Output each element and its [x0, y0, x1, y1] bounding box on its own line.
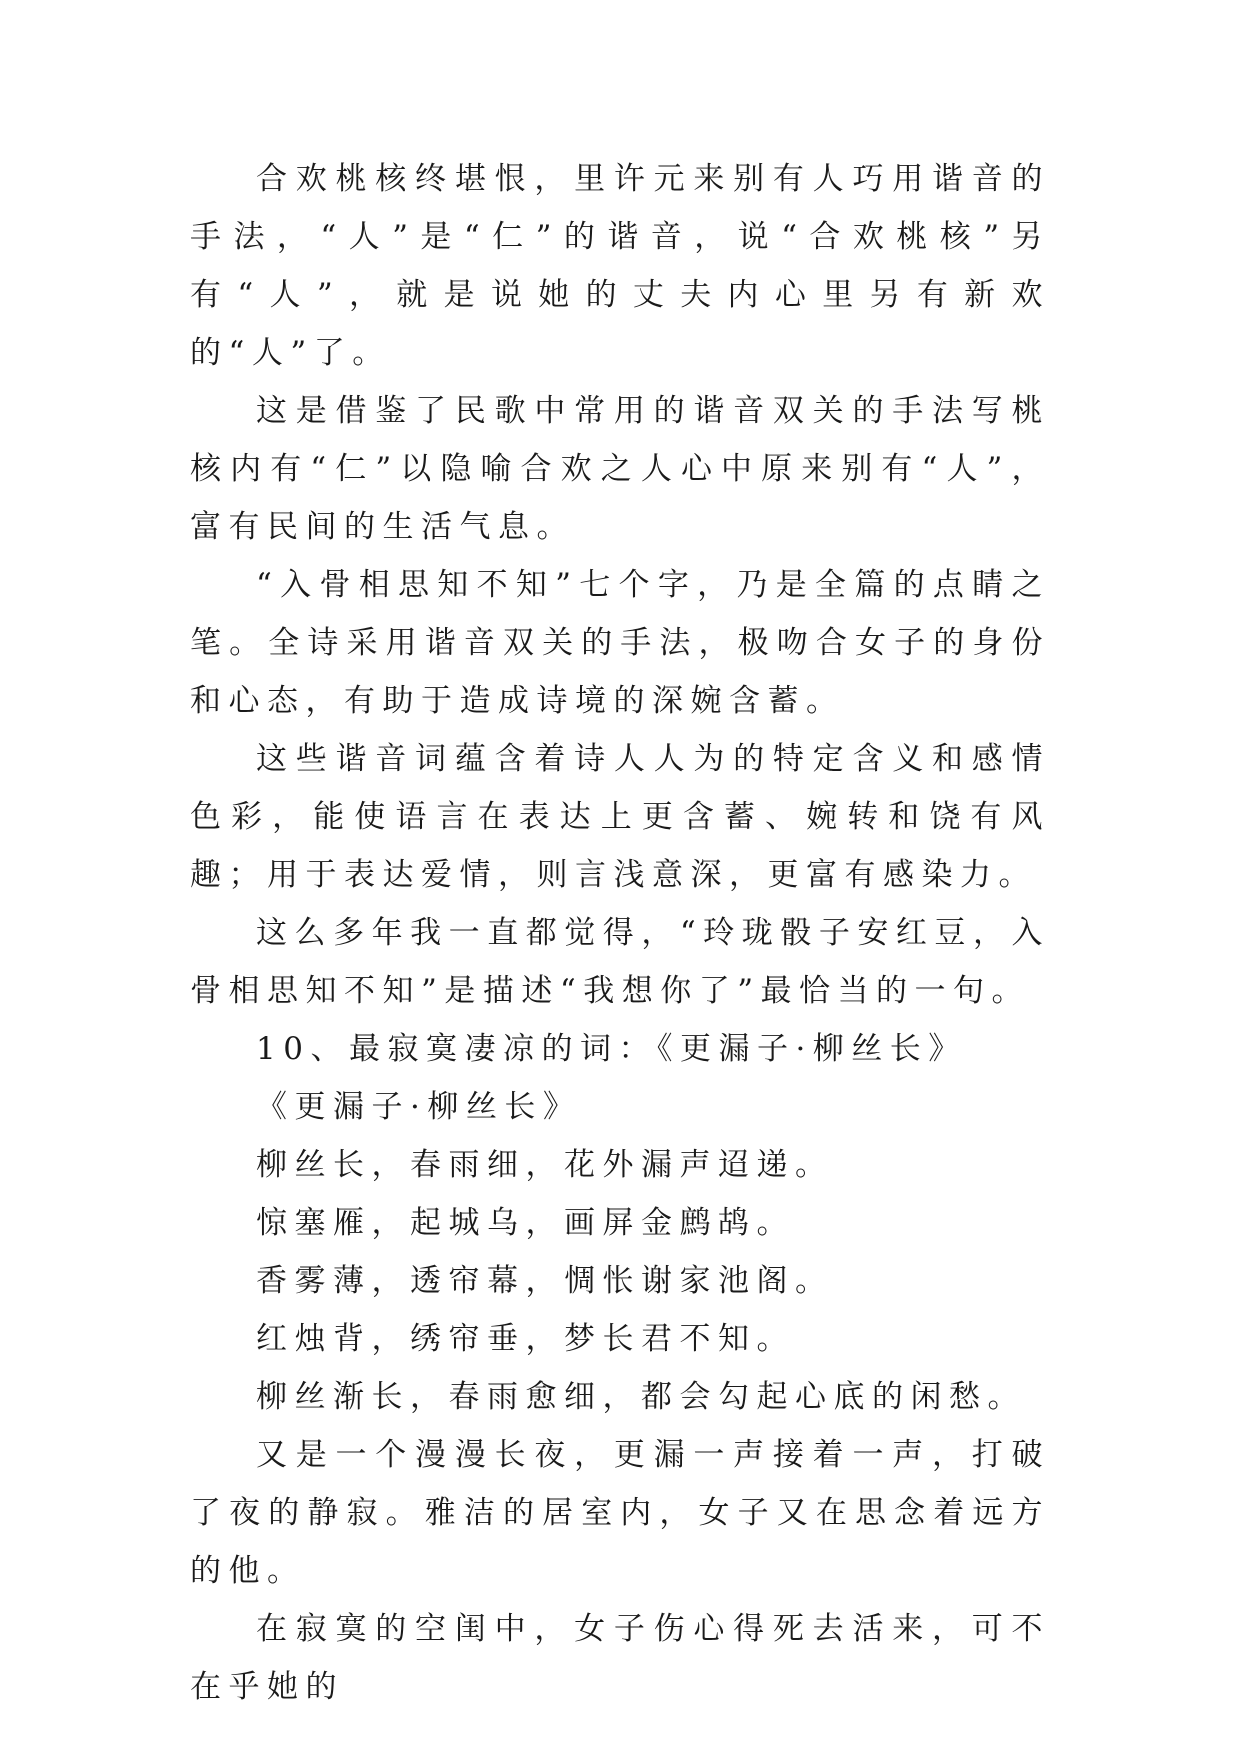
paragraph: 在寂寞的空闺中，女子伤心得死去活来，可不在乎她的: [190, 1611, 1050, 1705]
paragraph: 合欢桃核终堪恨，里许元来别有人巧用谐音的手法，“人”是“仁”的谐音，说“合欢桃核”另有“人”，就是说她的丈夫内心里另有新欢的“人”了。: [190, 161, 1050, 371]
poem-line: 香雾薄，透帘幕，惆怅谢家池阁。: [256, 1263, 834, 1299]
poem-line: 红烛背，绣帘垂，梦长君不知。: [256, 1321, 795, 1357]
paragraph: “入骨相思知不知”七个字，乃是全篇的点睛之笔。全诗采用谐音双关的手法，极吻合女子的身份和心态，有助于造成诗境的深婉含蓄。: [190, 567, 1050, 719]
paragraph: 这是借鉴了民歌中常用的谐音双关的手法写桃核内有“仁”以隐喻合欢之人心中原来别有“人”，富有民间的生活气息。: [190, 393, 1050, 545]
paragraph: 这些谐音词蕴含着诗人人为的特定含义和感情色彩，能使语言在表达上更含蓄、婉转和饶有风趣；用于表达爱情，则言浅意深，更富有感染力。: [190, 741, 1050, 893]
paragraph: 又是一个漫漫长夜，更漏一声接着一声，打破了夜的静寂。雅洁的居室内，女子又在思念着远方的他。: [190, 1437, 1050, 1589]
paragraph: 这么多年我一直都觉得，“玲珑骰子安红豆，入骨相思知不知”是描述“我想你了”最恰当的一句。: [190, 915, 1050, 1009]
document-page: [190, 150, 1050, 1716]
poem-title: 《更漏子·柳丝长》: [256, 1089, 582, 1125]
paragraph: 柳丝渐长，春雨愈细，都会勾起心底的闲愁。: [256, 1379, 1026, 1415]
poem-line: 惊塞雁，起城乌，画屏金鹧鸪。: [256, 1205, 795, 1241]
section-heading: 10、最寂寞凄凉的词：《更漏子·柳丝长》: [256, 1031, 967, 1067]
poem-line: 柳丝长，春雨细，花外漏声迢递。: [256, 1147, 834, 1183]
